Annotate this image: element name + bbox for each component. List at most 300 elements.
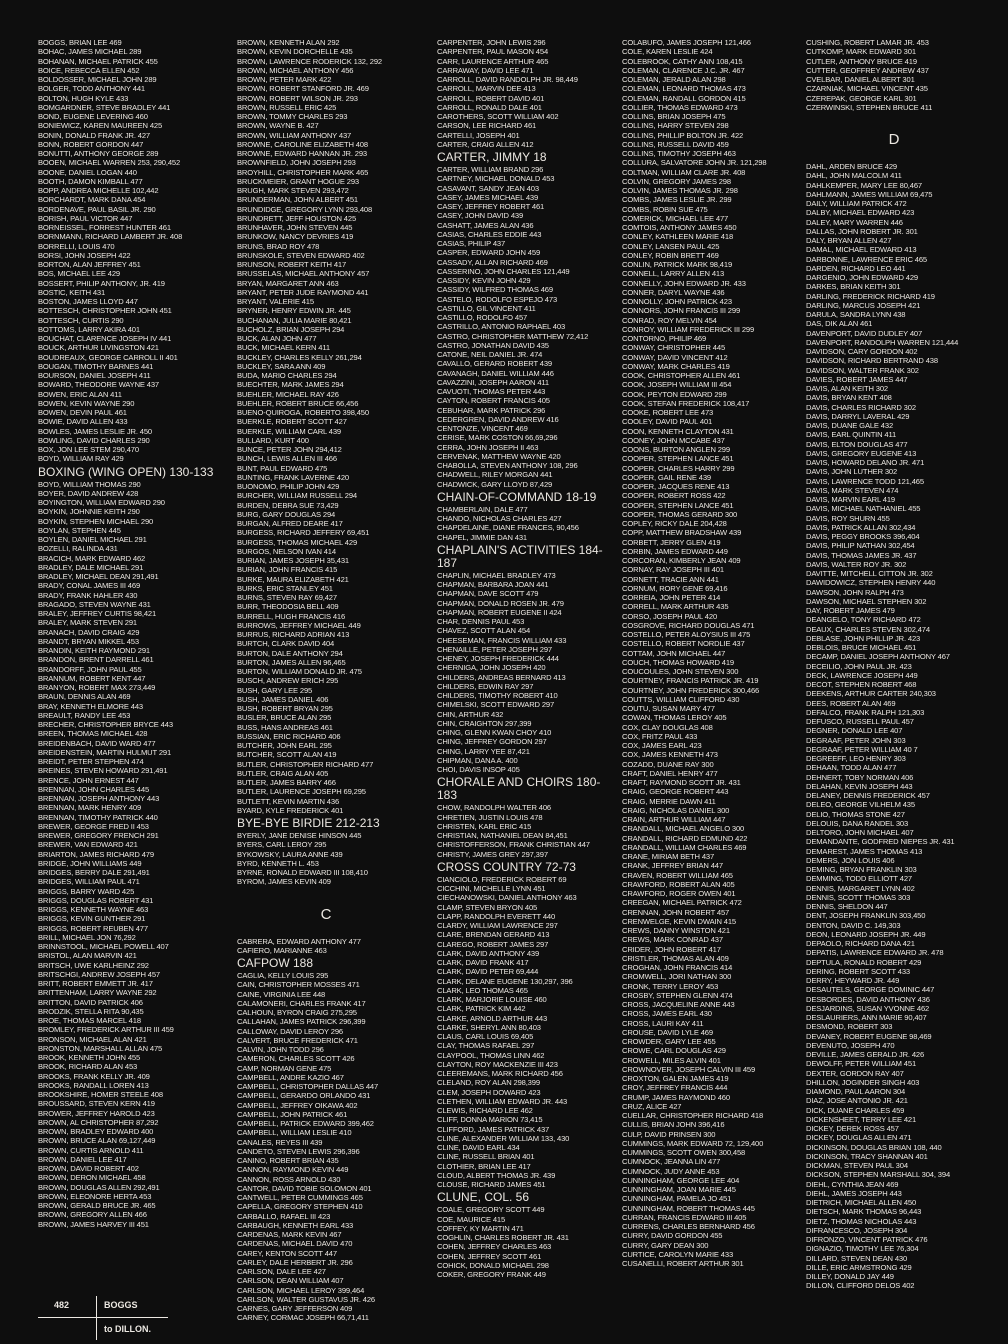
index-entry: BOYINGTON, WILLIAM EDWARD 290 [38, 498, 165, 507]
index-entry: DEMMING, TODD ELLIOTT 427 [806, 874, 912, 884]
index-entry: BRYANT, VALERIE 415 [237, 297, 314, 306]
index-entry: DECK, LAWRENCE JOSEPH 449 [806, 670, 918, 680]
index-entry: BUDA, MARIO CHARLES 294 [237, 371, 337, 380]
index-entry: CARR, LAURENCE ARTHUR 465 [437, 56, 549, 66]
index-entry: CROSS, LAURI KAY 411 [622, 1018, 704, 1028]
index-entry: DAVIS, ELTON DOUGLAS 477 [806, 439, 908, 449]
index-entry: CRAIN, ARTHUR WILLIAM 447 [622, 815, 726, 824]
index-entry: BROYHILL, CHRISTOPHER MARK 465 [237, 167, 369, 177]
index-entry: CUNNINGHAM, JOAN MARIE 445 [622, 1185, 736, 1194]
index-entry: BROWN, LAWRENCE RODERICK 132, 292 [237, 56, 382, 66]
index-entry: COLLINS, HARRY STEVEN 298 [622, 121, 729, 131]
index-entry: BRISTOL, ALAN MARVIN 421 [38, 951, 137, 961]
index-entry: CRANDALL, RICHARD EDMUND 422 [622, 833, 748, 843]
index-entry: BRAUN, DENNIS ALAN 469 [38, 692, 131, 702]
index-entry: CRUZ, ALICE 427 [622, 1101, 682, 1111]
index-entry: CASTRO, CHRISTOPHER MATTHEW 72,412 [437, 331, 589, 341]
index-entry: CROXTON, GALEN JAMES 419 [622, 1074, 729, 1083]
index-entry: DESMOND, ROBERT 303 [806, 1022, 893, 1032]
index-entry: CLARE, BRENDAN GERARD 413 [437, 930, 550, 940]
index-entry: BOHANAN, MICHAEL PATRICK 455 [38, 56, 158, 66]
index-entry: COOPER, GAIL RENE 439 [622, 472, 711, 482]
index-entry: BORISH, PAUL VICTOR 447 [38, 213, 133, 223]
index-entry: DAVIS, ALAN KEITH 302 [806, 384, 888, 393]
index-entry: CUMMINGS, SCOTT OWEN 300,458 [622, 1148, 746, 1157]
index-entry: BRUNKOW, NANCY DEVRIES 419 [237, 232, 354, 242]
index-entry: CRISTLER, THOMAS ALAN 409 [622, 953, 729, 963]
index-entry: COPLEY, RICKY DALE 204,428 [622, 519, 727, 528]
index-entry: CHAPMAN, DONALD ROSEN JR. 479 [437, 598, 564, 608]
index-entry: CAINE, VIRGINIA LEE 448 [237, 989, 326, 999]
index-entry: CANINO, ROBERT BRIAN 435 [237, 1156, 339, 1165]
index-entry: COON, KENNETH CLAYTON 431 [622, 426, 734, 436]
page-folio [38, 1296, 168, 1340]
index-entry: DECAMP, DANIEL JOSEPH ANTHONY 467 [806, 652, 950, 662]
index-entry: DELAHAN, KEVIN JOSEPH 443 [806, 781, 913, 791]
index-entry: DELTORO, JOHN MICHAEL 407 [806, 828, 914, 837]
index-entry: BURROWS, JEFFREY MICHAEL 449 [237, 620, 361, 630]
index-entry: BUCHANAN, JULIA MARIE 80,421 [237, 315, 352, 325]
index-entry: CORNAY, RAY JOSEPH III 401 [622, 565, 724, 575]
index-entry: DEVANEY, ROBERT EUGENE 98,469 [806, 1031, 932, 1041]
index-entry: BRENNAN, MARK HENRY 409 [38, 803, 142, 813]
index-entry: COLEMAN, LEONARD THOMAS 473 [622, 84, 746, 94]
index-entry: BRYANT, PETER JUDE RAYMOND 441 [237, 287, 369, 297]
index-entry: BROWN, AL CHRISTOPHER 87,292 [38, 1117, 159, 1127]
index-entry: BRIDGES, BERRY DALE 291,491 [38, 868, 150, 877]
index-entry: COLLURA, SALVATORE JOHN JR. 121,298 [622, 158, 767, 168]
index-entry: COOPER, STEPHEN LANCE 451 [622, 454, 734, 464]
index-entry: BUERKLE, WILLIAM CARL 439 [237, 426, 342, 436]
index-entry: DAVIS, CHARLES RICHARD 302 [806, 402, 916, 412]
range-end-name: DILLON. [115, 1324, 152, 1334]
index-entry: DELEO, GEORGE VILHELM 435 [806, 800, 915, 810]
index-entry: DAVENPORT, RANDOLPH WARREN 121,444 [806, 337, 959, 347]
index-entry: CLETHEN, WILLIAM EDWARD JR. 443 [437, 1096, 568, 1106]
index-entry: BRYAN, MARGARET ANN 463 [237, 278, 339, 288]
index-entry: CLARK, DAVID FRANK 417 [437, 958, 529, 967]
index-entry: CLAMP, STEVEN BRYON 405 [437, 902, 538, 912]
index-entry: BRITTON, DAVID PATRICK 406 [38, 997, 143, 1007]
index-entry: CLARKE, ARNOLD ARTHUR 443 [437, 1013, 548, 1023]
index-entry: BONIN, DONALD FRANK JR. 427 [38, 130, 150, 140]
index-entry: CANALES, REYES III 439 [237, 1137, 323, 1147]
index-entry: DALBY, MICHAEL EDWARD 423 [806, 208, 915, 218]
index-entry: BROWN, DOUGLAS ALLEN 292,491 [38, 1182, 160, 1192]
index-entry: BUENO-QUIROGA, ROBERTO 398,450 [237, 408, 369, 417]
index-entry: BOUDREAUX, GEORGE CARROLL II 401 [38, 352, 178, 362]
index-entry: BOYD, WILLIAM THOMAS 290 [38, 479, 141, 489]
index-entry: BRUNHAVER, JOHN STEVEN 445 [237, 223, 353, 232]
index-topic-heading: CROSS COUNTRY 72-73 [437, 859, 576, 874]
index-entry: DAVIS, THOMAS JAMES JR. 437 [806, 550, 917, 560]
index-entry: CARPENTER, PAUL MASON 454 [437, 47, 549, 57]
index-entry: CROUSE, DAVID LYLE 469 [622, 1027, 713, 1037]
index-entry: BUECHTER, MARK JAMES 294 [237, 380, 344, 390]
index-entry: DEHNERT, TOBY NORMAN 406 [806, 772, 914, 782]
index-entry: BUONOMO, PHILIP JOHN 429 [237, 482, 340, 491]
index-entry: COSTELLO, PETER ALOYSIUS III 475 [622, 630, 751, 639]
index-entry: CAMPBELL, PATRICK EDWARD 399,462 [237, 1119, 374, 1128]
index-entry: COONEY, JOHN MCCABE 437 [622, 435, 725, 445]
index-entry: BUNCH, LEWIS ALLEN III 466 [237, 454, 337, 464]
index-entry: BRENNAN, JOSEPH ANTHONY 443 [38, 794, 160, 803]
index-entry: BOWEN, ERIC ALAN 411 [38, 389, 122, 399]
index-entry: COURTNEY, JOHN FREDERICK 300,466 [622, 685, 760, 695]
index-entry: BROOKSHIRE, HOMER STEELE 408 [38, 1090, 163, 1099]
index-entry: BROWN, DANIEL LEE 417 [38, 1154, 127, 1164]
index-entry: BURGESS, RICHARD JEFFERY 69,451 [237, 528, 370, 538]
index-entry: COOPER, CHARLES HARRY 299 [622, 463, 735, 473]
index-entry: DAVIS, PHILIP NATHAN 302,454 [806, 541, 915, 551]
index-entry: CONNOLLY, JOHN PATRICK 423 [622, 297, 732, 306]
index-entry: CRAIG, NICHOLAS DANIEL 300 [622, 805, 730, 815]
index-entry: BRITSCH, UWE KARLHEINZ 292 [38, 960, 149, 970]
index-entry: DEGREEFF, LEO HENRY 303 [806, 754, 906, 763]
index-entry: CASSERINO, JOHN CHARLES 121,449 [437, 266, 570, 276]
index-entry: BRONSTON, MARSHALL ALLAN 475 [38, 1043, 163, 1053]
index-entry: DARBONNE, LAWRENCE ERIC 465 [806, 254, 927, 264]
index-entry: BROWN, DAVID ROBERT 402 [38, 1164, 139, 1173]
index-entry: DEBLASE, JOHN PHILLIP JR. 423 [806, 633, 921, 643]
index-entry: BOONE, DANIEL LOGAN 440 [38, 167, 137, 177]
index-entry: DAVIS, DARRYL LAVERAL 429 [806, 411, 910, 421]
index-entry: CIANCIOLO, FREDERICK ROBERT 69 [437, 874, 567, 884]
index-entry: CANTWELL, PETER CUMMINGS 465 [237, 1193, 363, 1202]
index-entry: BRUSSELAS, MICHAEL ANTHONY 457 [237, 269, 370, 279]
index-entry: CROSS, JAMES EARL 430 [622, 1009, 712, 1019]
index-entry: COHEN, JEFFREY SCOTT 461 [437, 1251, 542, 1261]
index-entry: COALE, GREGORY SCOTT 449 [437, 1205, 545, 1215]
index-entry: CLEWIS, RICHARD LEE 462 [437, 1106, 533, 1115]
index-entry: BROWN, JAMES HARVEY III 451 [38, 1219, 149, 1229]
index-entry: CHOI, DAVIS INSOP 405 [437, 765, 520, 774]
index-entry: CHAMBERLAIN, DALE 477 [437, 504, 528, 514]
index-entry: CARTNEY, MICHAEL DONALD 453 [437, 174, 555, 184]
index-entry: BOYLAN, STEPHEN 445 [38, 525, 121, 535]
index-entry: CAFIERO, MARIANNE 463 [237, 945, 327, 955]
index-entry: DECOT, STEPHEN ROBERT 468 [806, 680, 917, 689]
index-entry: CHING, JEFFREY GORDON 297 [437, 737, 547, 747]
index-entry: BORSI, JOHN JOSEPH 422 [38, 250, 131, 260]
index-entry: BROWN, BRUCE ALAN 69,127,449 [38, 1136, 156, 1146]
index-entry: BREWER, GREGORY FRENCH 291 [38, 831, 159, 840]
index-topic-heading: BYE-BYE BIRDIE 212-213 [237, 816, 380, 830]
index-entry: CLARK, LEO THOMAS 465 [437, 985, 528, 995]
index-entry: CZARNIAK, MICHAEL VINCENT 435 [806, 84, 928, 94]
index-column-1 [38, 38, 216, 1229]
index-entry: DEMERS, JON LOUIS 406 [806, 855, 895, 865]
index-entry: COLVIN, GREGORY JAMES 298 [622, 176, 731, 186]
index-entry: COURTNEY, FRANCIS PATRICK JR. 419 [622, 676, 759, 686]
index-entry: DEGNER, DONALD LEE 407 [806, 726, 903, 736]
index-entry: BUTLER, CRAIG ALAN 405 [237, 768, 329, 778]
index-entry: CHERNIGA, JOHN JOSEPH 420 [437, 663, 546, 673]
index-entry: DIFRANCESCO, JOSEPH 304 [806, 1225, 908, 1235]
index-entry: CEBUHAR, MARK PATRICK 296 [437, 405, 546, 415]
index-entry: BRADLEY, DALE MICHAEL 291 [38, 562, 144, 572]
index-entry: DAILY, WILLIAM PATRICK 472 [806, 199, 907, 208]
index-entry: BUSH, GARY LEE 295 [237, 685, 313, 695]
index-entry: BORDENAVE, PAUL BASIL JR. 290 [38, 204, 156, 214]
index-entry: DIETRICH, MICHAEL ALLEN 450 [806, 1198, 917, 1207]
index-entry: CROSS, JACQUELINE ANNE 443 [622, 1000, 735, 1009]
index-entry: BOYKIN, JOHNNIE KEITH 290 [38, 507, 140, 517]
index-topic-heading: CHORALE AND CHOIRS 180-183 [437, 775, 601, 803]
index-entry: DENNIS, SCOTT THOMAS 303 [806, 892, 911, 902]
index-entry: CRAIG, GEORGE ROBERT 443 [622, 787, 729, 797]
index-entry: COUCOULES, JOHN STEVEN 300 [622, 667, 739, 676]
index-entry: DESBORDES, DAVID ANTHONY 436 [806, 994, 930, 1004]
index-entry: CALAMONERI, CHARLES FRANK 417 [237, 998, 366, 1008]
index-entry: COOKE, ROBERT LEE 473 [622, 408, 714, 417]
index-entry: BONIEWICZ, KAREN MAUREEN 425 [38, 121, 163, 131]
index-entry: CRAFT, DANIEL HENRY 477 [622, 768, 718, 778]
index-entry: BUSH, JAMES DANIEL 406 [237, 694, 329, 704]
index-entry: BREWER, GEORGE FRED II 453 [38, 821, 149, 831]
index-entry: COX, JAMES KENNETH 473 [622, 750, 718, 760]
index-entry: CLARDY, WILLIAM LAWRENCE 297 [437, 921, 558, 930]
index-entry: DERING, ROBERT SCOTT 433 [806, 966, 911, 976]
index-entry: CLEEREMANS, MARK RICHARD 456 [437, 1069, 563, 1078]
index-entry: DICK, DUANE CHARLES 459 [806, 1105, 905, 1115]
index-entry: COHICK, DONALD MICHAEL 298 [437, 1260, 549, 1270]
index-entry: BROWN, TOMMY CHARLES 293 [237, 112, 348, 121]
index-entry: DAVITTE, MITCHELL CITTON JR. 302 [806, 569, 933, 578]
index-entry: BROWN, DERON MICHAEL 458 [38, 1173, 146, 1183]
index-entry: DAWIDOWICZ, STEPHEN HENRY 440 [806, 578, 936, 588]
index-entry: CHILDERS, EDWIN RAY 297 [437, 681, 534, 691]
index-entry: CHAVEZ, SCOTT ALAN 454 [437, 626, 531, 636]
index-entry: CHRETIEN, JUSTIN LOUIS 478 [437, 812, 543, 822]
index-entry: BOYKIN, STEPHEN MICHAEL 290 [38, 516, 154, 526]
index-entry: CAVALLO, GERARD ROBERT 439 [437, 359, 552, 369]
index-entry: DAS, DIK ALAN 461 [806, 319, 873, 329]
index-entry: DAVIS, LAWRENCE TODD 121,465 [806, 476, 924, 486]
index-entry: CHILDERS, TIMOTHY ROBERT 410 [437, 691, 558, 700]
index-entry: DARKES, BRIAN KEITH 301 [806, 282, 901, 292]
index-entry: DIEHL, CYNTHIA JEAN 469 [806, 1179, 899, 1189]
index-entry: DENT, JOSEPH FRANKLIN 303,450 [806, 911, 926, 921]
index-entry: BUCHOLZ, BRIAN JOSEPH 294 [237, 324, 345, 334]
index-entry: CRUMP, JAMES RAYMOND 460 [622, 1092, 730, 1102]
index-entry: DAHL, ARDEN BRUCE 429 [806, 162, 897, 171]
index-entry: BROWN, PETER MARK 422 [237, 75, 332, 84]
index-entry: CALLAHAN, JAMES PATRICK 296,399 [237, 1017, 366, 1027]
index-entry: CLOUSE, RICHARD JAMES 451 [437, 1180, 546, 1189]
index-entry: CUELLAR, CHRISTOPHER RICHARD 418 [622, 1111, 764, 1120]
index-entry: DARDEN, RICHARD LEO 441 [806, 263, 906, 273]
index-entry: COMBS, ROBIN SUE 475 [622, 204, 708, 214]
index-entry: BOUCHAT, CLARENCE JOSEPH IV 441 [38, 334, 172, 343]
range-end-prefix: to [104, 1324, 113, 1334]
index-entry: CRANDALL, MICHAEL ANGELO 300 [622, 824, 745, 834]
index-entry: CLAYTON, ROY MACKENZIE III 423 [437, 1059, 558, 1069]
index-entry: DIFRONZO, VINCENT PATRICK 476 [806, 1235, 928, 1244]
index-topic-heading: CARTER, JIMMY 18 [437, 150, 547, 164]
page-number: 482 [54, 1300, 70, 1310]
index-entry: BOND, EUGENE LEVERING 460 [38, 112, 148, 121]
index-entry: CAMPBELL, CHRISTOPHER DALLAS 447 [237, 1082, 379, 1091]
index-entry: DALEY, MARY WARREN 446 [806, 217, 903, 227]
index-entry: DAVIS, PEGGY BROOKS 396,404 [806, 532, 920, 541]
index-entry: DAVIDSON, WALTER FRANK 302 [806, 365, 919, 375]
index-entry: DENNIS, MARGARET LYNN 402 [806, 883, 915, 893]
index-entry: COX, FRITZ PAUL 433 [622, 731, 698, 741]
index-column-3 [437, 38, 615, 1279]
index-entry: BROWN, KENNETH ALAN 292 [237, 38, 340, 47]
index-entry: CHENAILLE, PETER JOSEPH 297 [437, 644, 552, 654]
index-entry: BRIARTON, JAMES RICHARD 479 [38, 849, 154, 859]
index-entry: BURIAN, JOHN FRANCIS 415 [237, 565, 338, 575]
index-column-4 [622, 38, 800, 1268]
index-entry: CAROTHERS, SCOTT WILLIAM 402 [437, 112, 559, 121]
index-entry: BRINNSTOOL, MICHAEL POWELL 407 [38, 942, 169, 951]
index-entry: CONWAY, MARK CHARLES 419 [622, 361, 730, 371]
index-entry: DEBLOIS, BRUCE MICHAEL 451 [806, 643, 917, 652]
index-entry: DEGRAAF, PETER WILLIAM 40 7 [806, 744, 918, 754]
index-entry: CHANDO, NICHOLAS CHARLES 427 [437, 514, 562, 523]
index-entry: COUCH, THOMAS HOWARD 419 [622, 657, 735, 667]
index-entry: CHADWICK, GARY LLOYD 87,429 [437, 479, 553, 489]
index-entry: CASEY, JOHN DAVID 439 [437, 211, 524, 221]
index-entry: BURTON, JAMES ALLEN 96,465 [237, 657, 346, 667]
index-entry: CROMWELL, JORI NATHAN 300 [622, 972, 732, 982]
index-entry: BRANNUM, ROBERT KENT 447 [38, 673, 146, 683]
index-entry: COE, MAURICE 415 [437, 1214, 506, 1224]
index-entry: DALY, BRYAN ALLEN 427 [806, 236, 892, 245]
index-entry: DAY, ROBERT JAMES 479 [806, 606, 895, 615]
index-entry: CANTOR, DAVID TOBIE SOLOMON 401 [237, 1183, 372, 1193]
index-entry: DAVIDSON, CARY GORDON 402 [806, 347, 918, 356]
index-entry: BRAY, KENNETH ELMORE 443 [38, 701, 143, 711]
index-entry: CARPENTER, JOHN LEWIS 296 [437, 38, 546, 47]
index-entry: BOOTH, DAMON KIMBALL 477 [38, 176, 143, 186]
folio-divider-vertical [96, 1296, 97, 1340]
index-entry: CHADWELL, RILEY MORGAN 441 [437, 470, 553, 480]
index-entry: CARROLL, DAVID RANDOLPH JR. 98,449 [437, 75, 578, 84]
index-entry: COOLEY, DAVID PAUL 401 [622, 417, 713, 427]
index-entry: DAVIS, ROY SHURN 455 [806, 513, 890, 523]
index-entry: COLLINS, PHILLIP BOLTON JR. 422 [622, 130, 744, 140]
index-entry: BOLGER, TODD ANTHONY 441 [38, 84, 145, 94]
index-entry: CLOUD, ALBERT THOMAS JR. 439 [437, 1170, 556, 1180]
index-entry: COONS, BURTON ANGLEN 299 [622, 445, 730, 454]
index-entry: CHAPLIN, MICHAEL BRADLEY 473 [437, 570, 556, 580]
index-entry: CAVANAGH, DANIEL WILLIAM 446 [437, 368, 554, 378]
index-entry: CRANK, JEFFREY BRIAN 447 [622, 861, 723, 871]
index-entry: DILLON, CLIFFORD DELOS 402 [806, 1281, 915, 1291]
index-entry: CLAPP, RANDOLPH EVERETT 440 [437, 911, 556, 921]
range-end [104, 1324, 151, 1334]
index-entry: DEVILLE, JAMES GERALD JR. 426 [806, 1050, 925, 1059]
index-entry: BUNCE, PETER JOHN 294,412 [237, 445, 342, 454]
index-entry: CLAY, THOMAS RAFAEL 297 [437, 1041, 535, 1051]
index-entry: CROWDER, GARY LEE 455 [622, 1037, 716, 1046]
index-entry: BOTTOMS, LARRY AKIRA 401 [38, 324, 140, 334]
index-entry: CARBALLO, RAFAEL III 423 [237, 1211, 331, 1221]
index-entry: BROWN, ROBERT WILSON JR. 293 [237, 93, 358, 103]
index-entry: CARDENAS, MICHAEL DAVID 470 [237, 1239, 353, 1249]
index-entry: DICKEY, DOUGLAS ALLEN 471 [806, 1133, 912, 1143]
index-entry: CARROLL, RONALD DALE 401 [437, 102, 542, 112]
index-entry: BOX, JON LEE STEM 290,470 [38, 445, 139, 454]
index-entry: CONNER, DARYL WAYNE 436 [622, 287, 725, 297]
index-entry: CASIAS, CHARLES EDDIE 443 [437, 229, 542, 239]
index-entry: CURRY, GARY DEAN 300 [622, 1240, 709, 1250]
index-entry: COUTTS, WILLIAM CLIFFORD 430 [622, 694, 740, 704]
index-entry: CAMPBELL, ANDRE KAZIO 467 [237, 1072, 344, 1082]
index-entry: COKER, GREGORY FRANK 449 [437, 1270, 546, 1279]
index-entry: DENTON, DAVID C. 149,303 [806, 920, 901, 930]
index-entry: BYARD, KYLE FREDERICK 401 [237, 805, 344, 815]
index-entry: BROOK, KENNETH JOHN 455 [38, 1053, 141, 1062]
index-entry: CALVIN, JOHN TODD 296 [237, 1045, 324, 1054]
index-entry: BRUNDERMAN, JOHN ALBERT 451 [237, 195, 359, 205]
index-entry: CLINE, RUSSELL BRIAN 401 [437, 1152, 535, 1162]
index-entry: COMERICK, MICHAEL LEE 477 [622, 213, 729, 223]
index-entry: CVELBAR, DANIEL ALBERT 301 [806, 75, 915, 84]
index-entry: BROOKS, FRANK KELLY JR. 409 [38, 1071, 150, 1081]
index-entry: CHAPMAN, BARBARA JOAN 441 [437, 580, 549, 589]
index-entry: COGHLIN, CHARLES ROBERT JR. 431 [437, 1233, 569, 1242]
index-entry: CHIN, ARTHUR 432 [437, 709, 504, 719]
index-entry: CREWS, MARK CONRAD 437 [622, 935, 723, 945]
index-entry: COOPER, STEPHEN LANCE 451 [622, 500, 734, 510]
index-entry: CHOW, RANDOLPH WALTER 406 [437, 803, 551, 813]
index-entry: COLLIER, THOMAS EDWARD 473 [622, 102, 738, 112]
index-entry: DAVENPORT, DAVID DUDLEY 407 [806, 328, 923, 338]
index-entry: COLEMAN, CLARENCE J.C. JR. 467 [622, 65, 745, 75]
index-entry: CRAFT, RAYMOND SCOTT JR. 431 [622, 778, 741, 787]
index-entry: BREWER, VAN EDWARD 421 [38, 840, 138, 850]
index-topic-heading: BOXING (WING OPEN) 130-133 [38, 464, 214, 479]
index-entry: BROWN, WILLIAM ANTHONY 437 [237, 130, 352, 140]
index-entry: BRECHER, CHRISTOPHER BRYCE 443 [38, 720, 173, 729]
index-entry: CARROLL, MARVIN DEE 413 [437, 84, 536, 94]
index-entry: CALHOUN, BYRON CRAIG 275,295 [237, 1008, 357, 1017]
index-entry: BUEHLER, MICHAEL RAY 426 [237, 389, 339, 399]
index-entry: COSGROVE, RICHARD DOUGLAS 471 [622, 620, 755, 630]
index-entry: CAMP, NORMAN GENE 475 [237, 1063, 332, 1073]
index-entry: CERISE, MARK COSTON 66,69,296 [437, 433, 558, 443]
index-entry: BUSH, ROBERT BRYAN 295 [237, 704, 333, 713]
index-entry: COPP, MATTHEW BRADSHAW 439 [622, 528, 742, 538]
index-entry: DAMAL, MICHAEL EDWARD 413 [806, 245, 917, 255]
index-entry: BONN, ROBERT GORDON 447 [38, 139, 144, 149]
index-entry: BYRD, KENNETH L. 453 [237, 858, 319, 868]
index-entry: CONLEY, ROBIN BRETT 469 [622, 250, 719, 260]
index-entry: BROWN, MICHAEL ANTHONY 456 [237, 65, 354, 75]
index-entry: CASEY, JEFFREY ROBERT 461 [437, 202, 545, 211]
index-entry: CHING, GLENN KWAN CHOY 410 [437, 728, 552, 737]
index-entry: COZADD, DUANE RAY 300 [622, 759, 714, 769]
index-entry: BROWN, BRADLEY EDWARD 400 [38, 1127, 154, 1136]
index-entry: BOYER, DAVID ANDREW 428 [38, 488, 139, 498]
index-entry: BROWN, GREGORY ALLEN 466 [38, 1210, 147, 1220]
index-entry: DEANGELO, TONY RICHARD 472 [806, 615, 921, 625]
index-entry: CHAPEL, JIMMIE DAN 431 [437, 532, 527, 542]
index-entry: BURKS, ERIC STANLEY 451 [237, 583, 333, 593]
index-entry: CRIDER, JOHN ROBERT 417 [622, 944, 721, 954]
index-entry: CURTICE, CAROLYN MARIE 433 [622, 1249, 734, 1259]
index-entry: DEVENUTO, JOSEPH 470 [806, 1040, 895, 1050]
index-entry: CONROY, WILLIAM FREDERICK III 299 [622, 324, 755, 334]
index-entry: DEPAOLO, RICHARD DANA 421 [806, 939, 915, 948]
section-letter-heading: D [888, 131, 900, 148]
index-entry: COLLINS, TIMOTHY JOSEPH 463 [622, 149, 736, 158]
index-entry: BROWN, KEVIN DORCHELLE 435 [237, 47, 353, 57]
